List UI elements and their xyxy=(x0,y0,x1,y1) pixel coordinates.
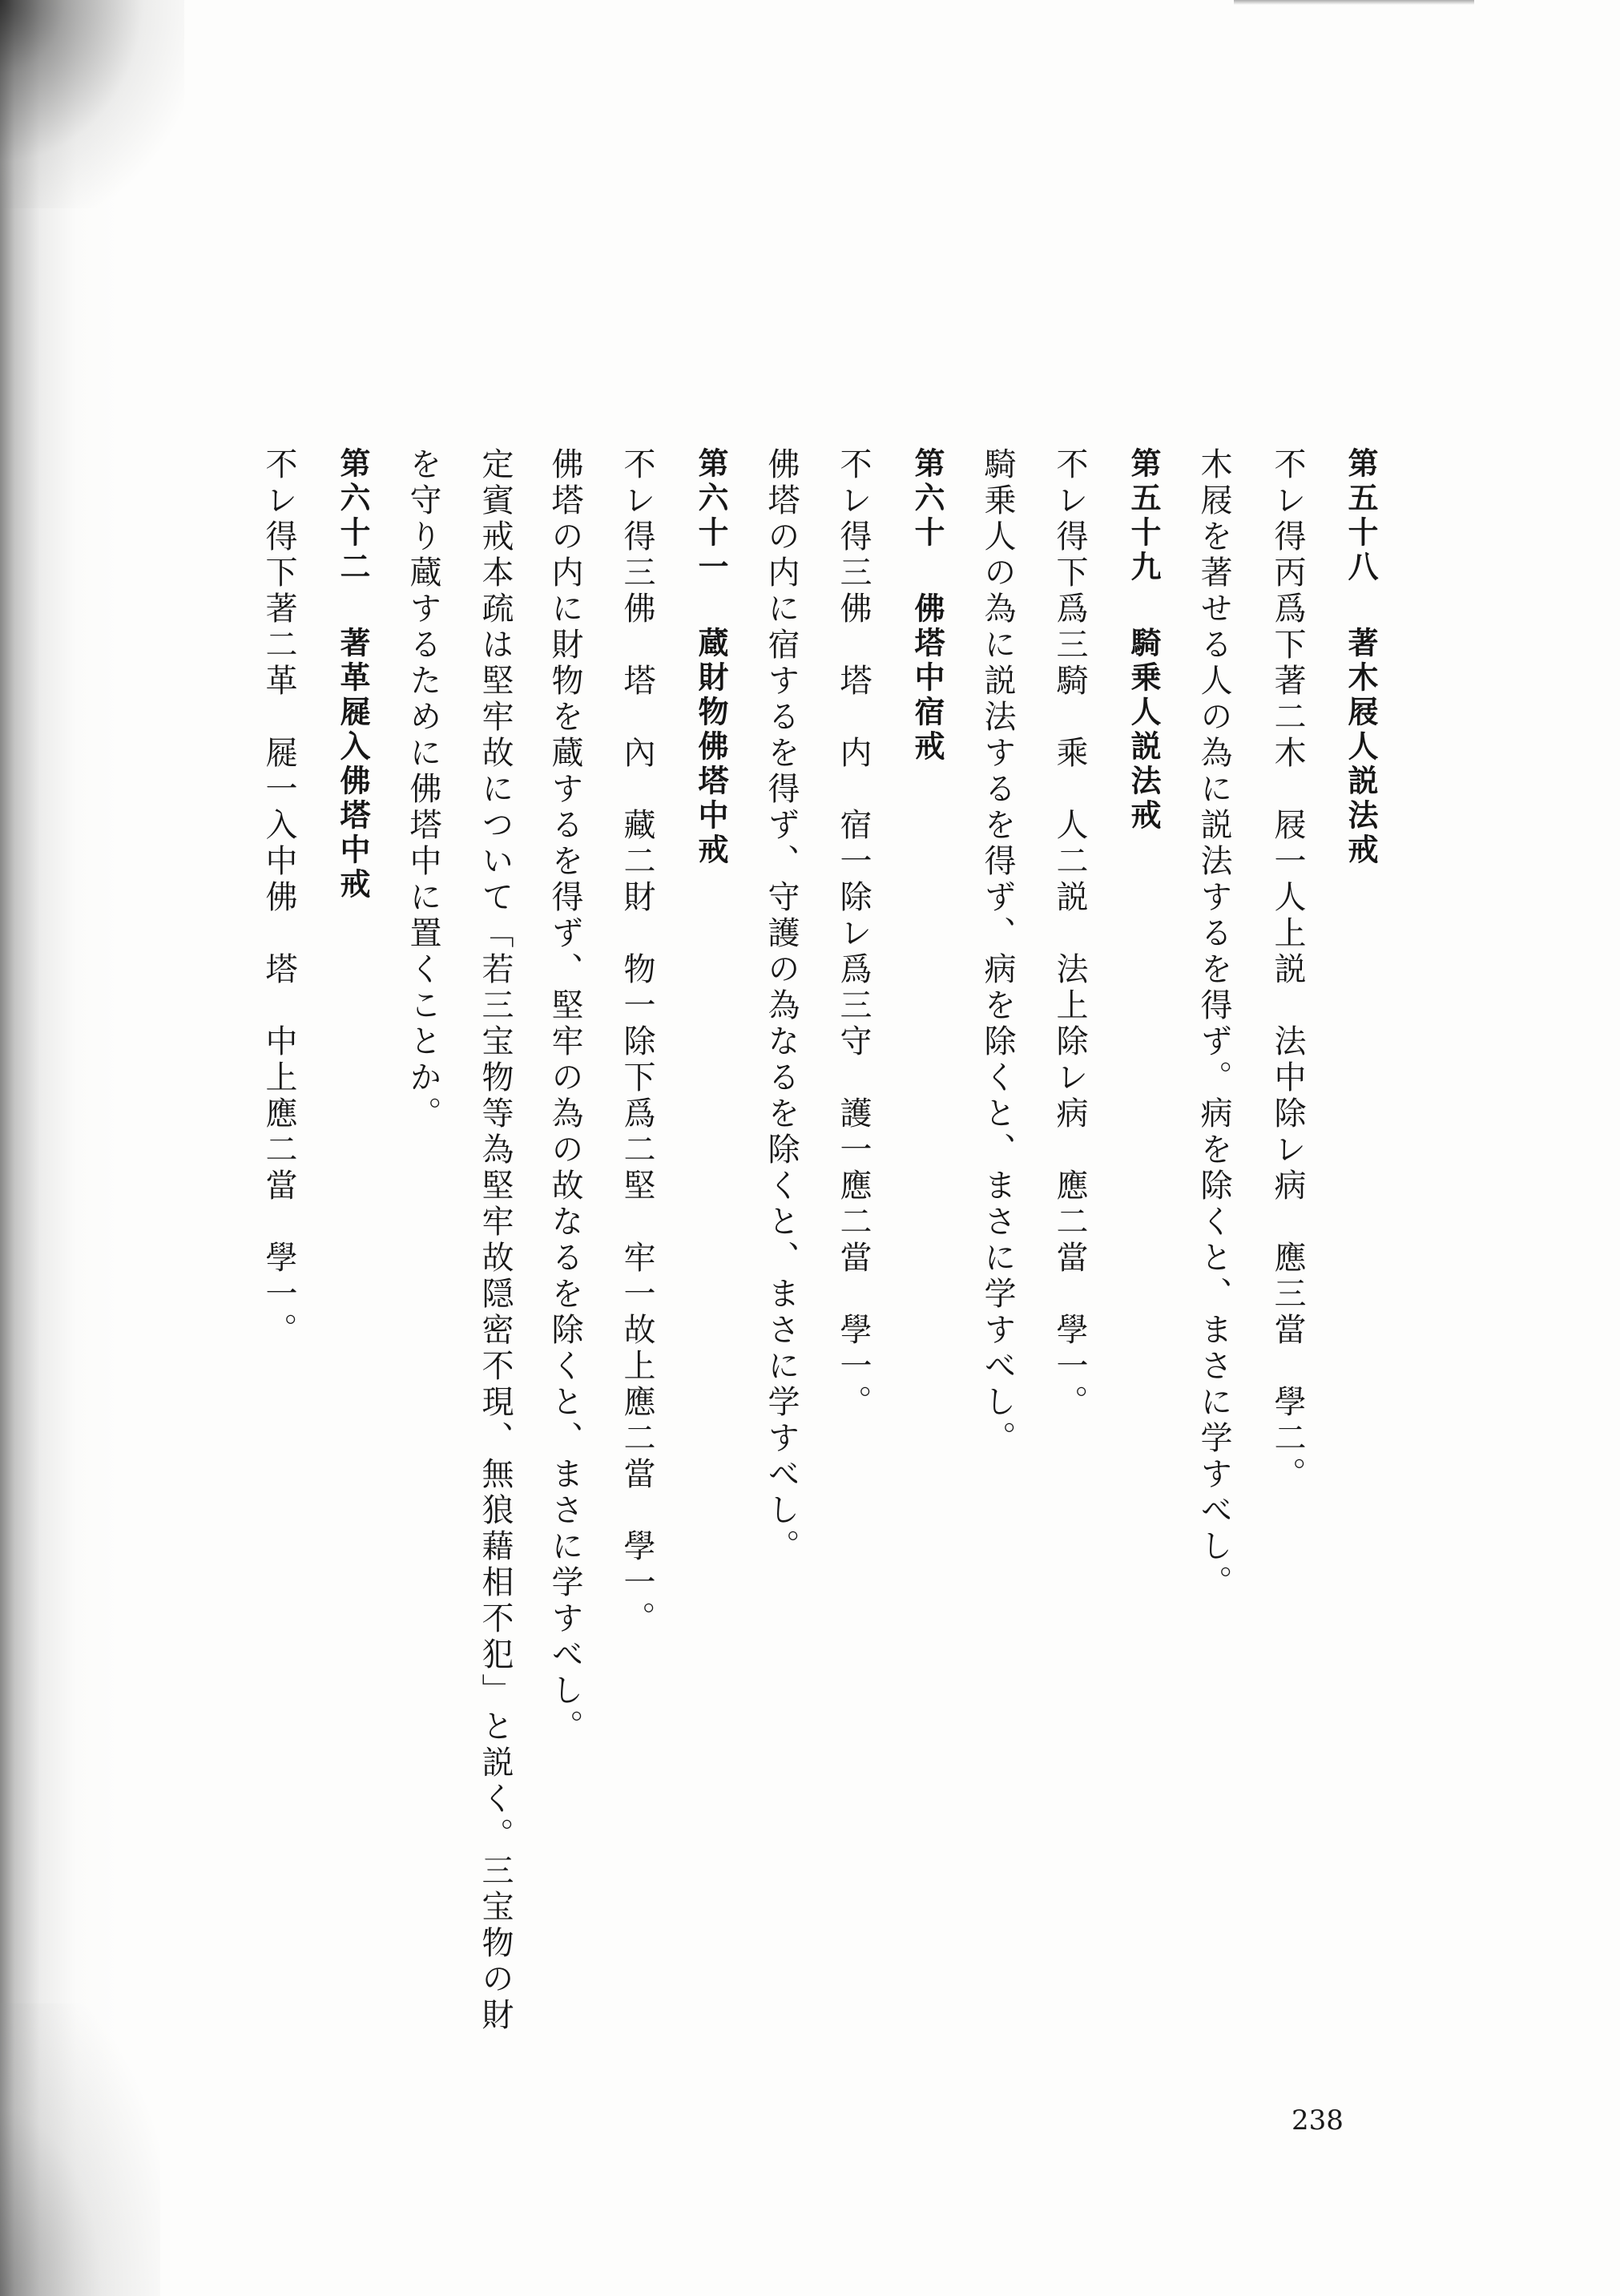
section-title: 蔵財物佛塔中戒 xyxy=(693,627,728,868)
section-number: 第五十九 xyxy=(1126,447,1161,585)
reading-line: 木屐を著せる人の為に説法するを得ず。病を除くと、まさに学すべし。 xyxy=(1195,447,1232,1601)
kanbun-line: 不レ得三佛 塔 內 藏二財 物一除下爲二堅 牢一故上應二當 學一。 xyxy=(619,447,655,1637)
section-heading xyxy=(328,447,377,902)
reading-line: 騎乗人の為に説法するを得ず、病を除くと、まさに学すべし。 xyxy=(979,447,1016,1457)
section-heading xyxy=(903,447,951,765)
kanbun-line: 不レ得下爲三騎 乘 人二説 法上除レ病 應二當 學一。 xyxy=(1051,447,1088,1421)
section-heading xyxy=(1336,447,1384,868)
reading-line: 佛塔の内に宿するを得ず、守護の為なるを除くと、まさに学すべし。 xyxy=(763,447,800,1565)
section-title: 佛塔中宿戒 xyxy=(909,592,945,765)
kanbun-line: 不レ得三佛 塔 内 宿一除レ爲三守 護一應二當 學一。 xyxy=(835,447,872,1421)
gutter-shadow-top xyxy=(0,0,184,208)
section-title: 騎乗人説法戒 xyxy=(1126,627,1161,833)
kanbun-line: 不レ得丙爲下著二木 屐一人上説 法中除レ病 應三當 學二。 xyxy=(1269,447,1306,1493)
page-top-edge xyxy=(1234,0,1474,5)
section-number: 第六十二 xyxy=(335,447,370,585)
gutter-shadow-bottom xyxy=(0,2003,160,2296)
section-number: 第五十八 xyxy=(1343,447,1378,585)
section-heading xyxy=(687,447,735,868)
section-title: 著木屐人説法戒 xyxy=(1343,627,1378,868)
section-title: 著革屣入佛塔中戒 xyxy=(335,627,370,902)
page-number: 238 xyxy=(1292,2104,1344,2137)
commentary-line: 定賓戒本疏は堅牢故について「若三宝物等為堅牢故隠密不現、無狼藉相不犯」と説く。三宝物の財 xyxy=(477,447,514,2034)
gutter-shadow xyxy=(0,0,120,2296)
kanbun-line: 不レ得下著二革 屣一入中佛 塔 中上應二當 學一。 xyxy=(260,447,297,1349)
section-number: 第六十一 xyxy=(693,447,728,585)
reading-line: 佛塔の内に財物を蔵するを得ず、堅牢の為の故なるを除くと、まさに学すべし。 xyxy=(546,447,583,1745)
commentary-line: を守り蔵するために佛塔中に置くことか。 xyxy=(405,447,441,1132)
section-number: 第六十 xyxy=(909,447,945,551)
section-heading xyxy=(1119,447,1167,833)
